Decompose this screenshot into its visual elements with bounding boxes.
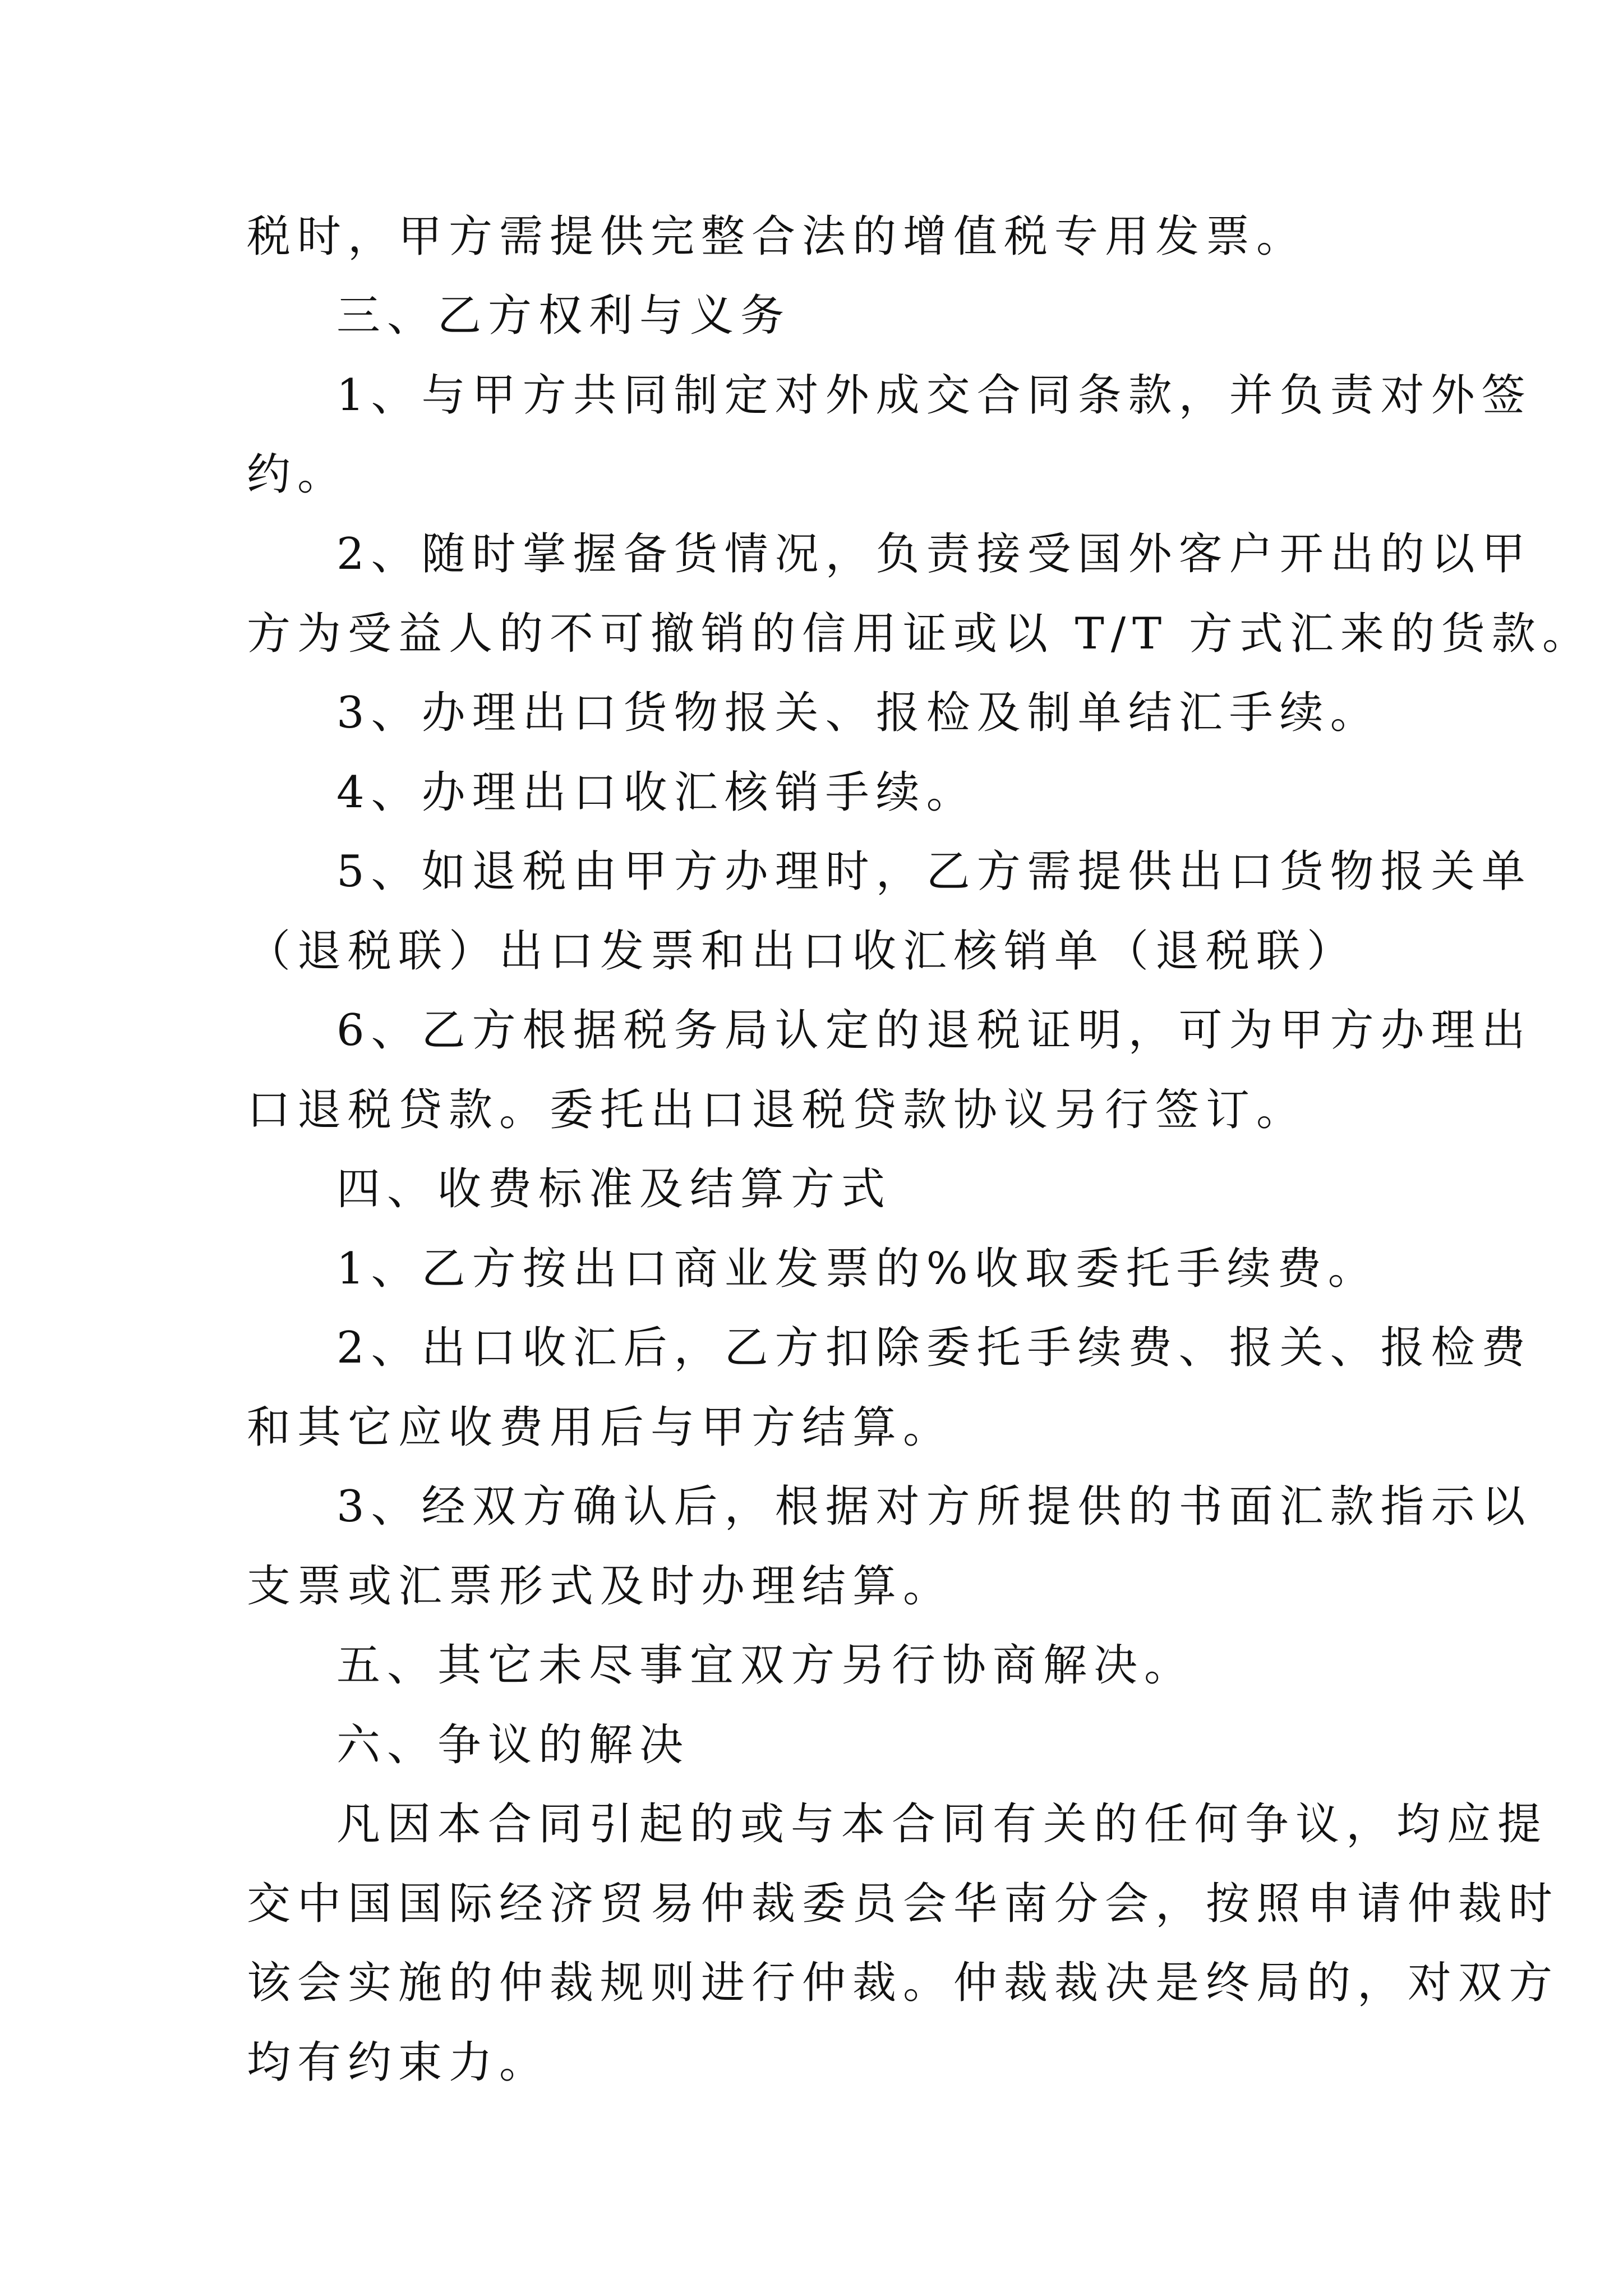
paragraph-line: 4、办理出口收汇核销手续。 (336, 767, 977, 818)
paragraph-line: 5、如退税由甲方办理时，乙方需提供出口货物报关单 (336, 846, 1532, 897)
paragraph-line: 3、经双方确认后，根据对方所提供的书面汇款指示以 (336, 1481, 1532, 1532)
paragraph-line: 该会实施的仲裁规则进行仲裁。仲裁裁决是终局的，对双方 (247, 1958, 1560, 2008)
paragraph-line: 均有约束力。 (247, 2037, 550, 2088)
paragraph-line: 和其它应收费用后与甲方结算。 (247, 1402, 954, 1453)
paragraph-line: 凡因本合同引起的或与本合同有关的任何争议，均应提 (336, 1799, 1548, 1849)
paragraph-line: 方为受益人的不可撤销的信用证或以 T/T 方式汇来的货款。 (247, 609, 1593, 659)
section-heading: 六、争议的解决 (336, 1720, 690, 1770)
section-heading: 三、乙方权利与义务 (336, 291, 791, 341)
paragraph-line: 支票或汇票形式及时办理结算。 (247, 1561, 954, 1612)
paragraph-line: 3、办理出口货物报关、报检及制单结汇手续。 (336, 688, 1381, 738)
paragraph-line: 6、乙方根据税务局认定的退税证明，可为甲方办理出 (336, 1005, 1532, 1056)
paragraph-line: （退税联）出口发票和出口收汇核销单（退税联） (247, 926, 1358, 977)
section-heading: 五、其它未尽事宜双方另行协商解决。 (336, 1640, 1195, 1691)
paragraph-line: 1、乙方按出口商业发票的%收取委托手续费。 (336, 1244, 1378, 1294)
paragraph-line: 税时，甲方需提供完整合法的增值税专用发票。 (247, 211, 1307, 262)
paragraph-line: 1、与甲方共同制定对外成交合同条款，并负责对外签 (336, 370, 1532, 421)
section-heading: 四、收费标准及结算方式 (336, 1164, 892, 1214)
paragraph-line: 交中国国际经济贸易仲裁委员会华南分会，按照申请仲裁时 (247, 1879, 1560, 1929)
paragraph-line: 约。 (247, 449, 348, 500)
paragraph-line: 2、随时掌握备货情况，负责接受国外客户开出的以甲 (336, 529, 1532, 579)
paragraph-line: 口退税贷款。委托出口退税贷款协议另行签订。 (247, 1085, 1307, 1135)
paragraph-line: 2、出口收汇后，乙方扣除委托手续费、报关、报检费 (336, 1323, 1532, 1373)
